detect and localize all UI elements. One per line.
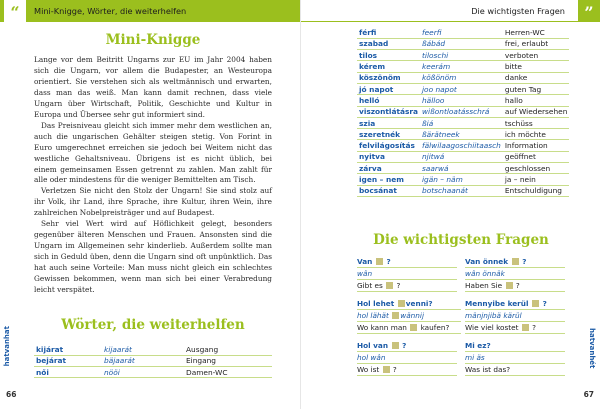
phrase-pronunciation: hol wân bbox=[357, 352, 457, 364]
hungarian-word: jó napot bbox=[357, 83, 420, 94]
german-word: Information bbox=[503, 140, 570, 151]
german-word: hallo bbox=[503, 95, 570, 106]
german-word: geöffnet bbox=[503, 151, 570, 162]
pronunciation: kößönöm bbox=[420, 72, 503, 83]
hungarian-word: férfi bbox=[357, 27, 420, 38]
phrase-question: Van ? bbox=[357, 256, 457, 268]
right-page bbox=[300, 0, 600, 409]
hungarian-word: szia bbox=[357, 117, 420, 128]
phrase-card bbox=[357, 340, 457, 376]
phrase-german: Wo kann man kaufen? bbox=[357, 322, 461, 334]
phrase-pronunciation: wân bbox=[357, 268, 457, 280]
hungarian-word: köszönöm bbox=[357, 72, 420, 83]
german-word: frei, erlaubt bbox=[503, 38, 570, 49]
german-word: bitte bbox=[503, 61, 570, 72]
blank-slot-icon bbox=[386, 282, 393, 289]
mini-knigge-title: Mini-Knigge bbox=[105, 32, 201, 48]
vocab-row bbox=[357, 50, 569, 61]
pronunciation: igän – näm bbox=[420, 174, 503, 185]
right-page-number: 67 bbox=[583, 390, 594, 399]
hungarian-word: viszontlátásra bbox=[359, 107, 418, 117]
phrase-pronunciation: hol lähät wännij bbox=[357, 310, 461, 322]
hungarian-word: zárva bbox=[357, 163, 420, 174]
phrase-card bbox=[357, 256, 457, 292]
pronunciation: nööi bbox=[102, 367, 184, 378]
hungarian-word: igen – nem bbox=[357, 174, 420, 185]
phrase-card bbox=[357, 298, 461, 334]
vocab-row bbox=[357, 72, 569, 83]
pronunciation: bäjaarát bbox=[102, 355, 184, 366]
blank-slot-icon bbox=[522, 324, 529, 331]
paragraph: Das Preisniveau gleicht sich immer mehr dem westlichen an, auch die ungarischen Gehälter steigen stetig. Von Forint in Euro umgerechnet erreichen sie jedoch bei Weitem nicht das westliche Gehaltsniveau. Übrigens ist es nicht üblich, bei einem gemeinsamen Essen getrennt zu zahlen. Man zahlt für alle oder mindestens für die weniger Bemittelten am Tisch. bbox=[34, 120, 272, 185]
hungarian-word: szeretnék bbox=[357, 129, 420, 140]
phrase-question: Van önnek ? bbox=[465, 256, 565, 268]
pronunciation: ßärätneek bbox=[420, 129, 503, 140]
blank-slot-icon bbox=[383, 366, 390, 373]
paragraph: Verletzen Sie nicht den Stolz der Ungarn! Sie sind stolz auf ihr Volk, ihr Land, ihre Sprache, ihre Kultur, ihren Wein, ihre zahlreichen Nobelpreisträger und auf Budapest. bbox=[34, 186, 272, 218]
vocab-row bbox=[357, 185, 569, 196]
german-word: danke bbox=[503, 72, 570, 83]
german-word: Herren-WC bbox=[503, 27, 570, 38]
phrase-card bbox=[465, 298, 565, 334]
german-word: verboten bbox=[503, 50, 570, 61]
blank-slot-icon bbox=[392, 312, 399, 319]
phrase-german: Was ist das? bbox=[465, 364, 565, 376]
quote-icon: “ bbox=[4, 0, 26, 22]
left-header-title: Mini-Knigge, Wörter, die weiterhelfen bbox=[34, 6, 187, 16]
blank-slot-icon bbox=[398, 300, 405, 307]
phrase-question: Hol van ? bbox=[357, 340, 457, 352]
phrase-question: Hol lehet venni? bbox=[357, 298, 461, 310]
mini-knigge-text bbox=[34, 55, 272, 296]
phrase-german: Haben Sie ? bbox=[465, 280, 565, 292]
phrase-pronunciation: mänjnjibä kärül bbox=[465, 310, 565, 322]
paragraph: Lange vor dem Beitritt Ungarns zur EU im Jahr 2004 haben sich die Ungarn, vor allem die Budapester, an Westeuropa orientiert. Sie verstehen sich als weltmännisch und erwarten, dass man das weiß. Man kann damit rechnen, dass viele Ungarn über Wirtschaft, Politik, Geschichte und Kultur in Europa und Übersee sehr gut informiert sind. bbox=[34, 55, 272, 119]
german-word: ich möchte bbox=[503, 129, 570, 140]
vocab-row bbox=[357, 95, 569, 106]
pronunciation: fälwilaagoschiitaasch bbox=[422, 141, 501, 151]
phrase-card bbox=[465, 256, 565, 292]
hungarian-word: felvilágosítás bbox=[357, 140, 420, 151]
vocab-row bbox=[357, 83, 569, 94]
vocab-row bbox=[357, 117, 569, 128]
pronunciation: kijaarát bbox=[102, 344, 184, 355]
vocab-row bbox=[357, 174, 569, 185]
phrase-german: Wo ist ? bbox=[357, 364, 457, 376]
quote-icon: ” bbox=[578, 0, 600, 22]
german-word: ja – nein bbox=[503, 174, 570, 185]
vocab-row bbox=[357, 106, 569, 117]
german-word: Eingang bbox=[184, 355, 272, 366]
blank-slot-icon bbox=[410, 324, 417, 331]
vocab-row bbox=[357, 140, 569, 151]
right-header-title: Die wichtigsten Fragen bbox=[471, 5, 565, 16]
pronunciation: tiloschi bbox=[420, 50, 503, 61]
paragraph: Sehr viel Wert wird auf Höflichkeit gelegt, besonders gegenüber älteren Menschen und Frauen. Ansonsten sind die Ungarn im Allgemeinen sehr kinderlieb. Außerdem sollte man sich in Geduld üben, denn die Ungarn sind oft unpünktlich. Das hat auch seine Vorteile: Man muss nicht gleich ein schlechtes Gewissen bekommen, wenn man sich bei einer Verabredung leicht verspätet. bbox=[34, 219, 272, 295]
pronunciation: hälloo bbox=[420, 95, 503, 106]
vocab-row bbox=[357, 27, 569, 38]
vocab-row bbox=[357, 163, 569, 174]
hungarian-word: bocsánat bbox=[357, 185, 420, 196]
right-side-tab: hatvanhét bbox=[588, 328, 596, 369]
pronunciation: keerám bbox=[420, 61, 503, 72]
pronunciation: botschaanát bbox=[420, 185, 503, 196]
vocab-row bbox=[357, 151, 569, 162]
pronunciation: njitwá bbox=[420, 151, 503, 162]
left-header-bar bbox=[0, 0, 300, 22]
hungarian-word: szabad bbox=[357, 38, 420, 49]
hungarian-word: nyitva bbox=[357, 151, 420, 162]
german-word: Damen-WC bbox=[184, 367, 272, 378]
phrase-german: Gibt es ? bbox=[357, 280, 457, 292]
phrase-german: Wie viel kostet ? bbox=[465, 322, 565, 334]
vocab-row bbox=[34, 355, 272, 366]
blank-slot-icon bbox=[512, 258, 519, 265]
pronunciation: saarwá bbox=[420, 163, 503, 174]
vocab-row bbox=[34, 344, 272, 355]
phrase-question: Mennyibe kerül ? bbox=[465, 298, 565, 310]
blank-slot-icon bbox=[392, 342, 399, 349]
blank-slot-icon bbox=[532, 300, 539, 307]
pronunciation: feerfi bbox=[420, 27, 503, 38]
hungarian-word: kijárat bbox=[34, 344, 102, 355]
hungarian-word: bejárat bbox=[34, 355, 102, 366]
right-header-bar bbox=[301, 0, 600, 22]
blank-slot-icon bbox=[506, 282, 513, 289]
hungarian-word: tilos bbox=[357, 50, 420, 61]
german-word: Ausgang bbox=[184, 344, 272, 355]
hungarian-word: női bbox=[34, 367, 102, 378]
pronunciation: ßiá bbox=[420, 117, 503, 128]
german-word: Entschuldigung bbox=[503, 185, 570, 196]
vocab-row bbox=[34, 367, 272, 378]
german-word: guten Tag bbox=[503, 83, 570, 94]
phrase-pronunciation: mi äs bbox=[465, 352, 565, 364]
vocab-row bbox=[357, 61, 569, 72]
pronunciation: ßábád bbox=[420, 38, 503, 49]
phrase-question: Mi ez? bbox=[465, 340, 565, 352]
woerter-title: Wörter, die weiterhelfen bbox=[61, 317, 245, 333]
german-word: tschüss bbox=[503, 117, 570, 128]
pronunciation: wißontloatásschrá bbox=[420, 106, 503, 117]
vocab-row bbox=[357, 129, 569, 140]
left-side-tab: hatvanhat bbox=[3, 326, 11, 367]
german-word: geschlossen bbox=[503, 163, 570, 174]
hungarian-word: helló bbox=[357, 95, 420, 106]
right-vocab-table bbox=[357, 27, 569, 197]
vocab-row bbox=[357, 38, 569, 49]
phrase-card bbox=[465, 340, 565, 376]
blank-slot-icon bbox=[376, 258, 383, 265]
pronunciation: joo napot bbox=[420, 83, 503, 94]
hungarian-word: kérem bbox=[357, 61, 420, 72]
wichtigste-fragen-title: Die wichtigsten Fragen bbox=[373, 232, 549, 248]
left-page-number: 66 bbox=[6, 390, 17, 399]
left-vocab-table bbox=[34, 344, 272, 378]
german-word: auf Wiedersehen bbox=[504, 107, 568, 117]
phrase-pronunciation: wân önnäk bbox=[465, 268, 565, 280]
